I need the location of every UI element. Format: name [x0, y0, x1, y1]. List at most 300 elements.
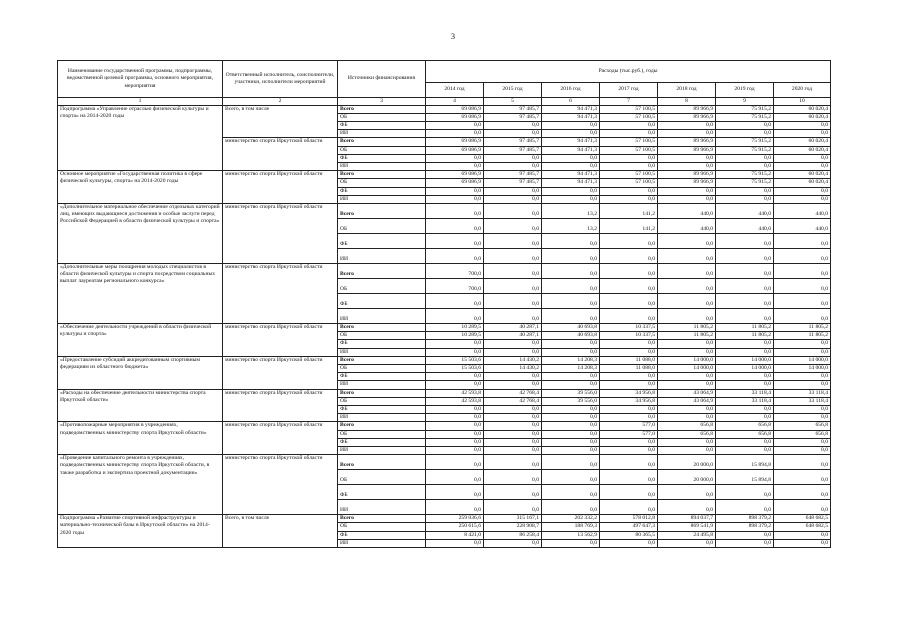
amount-cell: 80 365,5: [600, 531, 658, 539]
amount-cell: 15 894,8: [716, 470, 774, 485]
amount-cell: 60 020,4: [774, 171, 831, 179]
amount-cell: 0,0: [658, 195, 716, 203]
funding-source: ОБ: [338, 278, 426, 293]
amount-cell: 11 805,2: [716, 323, 774, 331]
amount-cell: 440,0: [658, 203, 716, 218]
amount-cell: 0,0: [658, 485, 716, 500]
amount-cell: 0,0: [716, 263, 774, 278]
amount-cell: 40 693,8: [542, 323, 600, 331]
header-year: 2017 год: [600, 83, 658, 98]
amount-cell: 97 485,7: [484, 113, 542, 121]
amount-cell: 94 471,3: [542, 138, 600, 146]
amount-cell: 94 471,3: [542, 171, 600, 179]
amount-cell: 69 086,9: [426, 146, 484, 154]
funding-source: ИИ: [338, 248, 426, 263]
responsible-executor: министерство спорта Иркутской области: [223, 389, 338, 422]
amount-cell: 0,0: [484, 340, 542, 348]
amount-cell: 0,0: [542, 187, 600, 195]
funding-source: ОБ: [338, 470, 426, 485]
amount-cell: 75 915,2: [716, 179, 774, 187]
amount-cell: 33 118,4: [716, 389, 774, 397]
amount-cell: 188 769,3: [542, 523, 600, 531]
table-row: [58, 203, 831, 218]
amount-cell: 0,0: [542, 130, 600, 138]
responsible-executor: министерство спорта Иркутской области: [223, 171, 338, 204]
amount-cell: 69 086,9: [426, 179, 484, 187]
amount-cell: 0,0: [600, 263, 658, 278]
amount-cell: 0,0: [716, 187, 774, 195]
amount-cell: 0,0: [774, 154, 831, 162]
table-row: [58, 323, 831, 331]
amount-cell: 97 485,7: [484, 179, 542, 187]
funding-source: ФБ: [338, 187, 426, 195]
amount-cell: 0,0: [426, 348, 484, 356]
funding-source: ФБ: [338, 531, 426, 539]
amount-cell: 656,8: [716, 430, 774, 438]
amount-cell: 0,0: [426, 308, 484, 323]
funding-source: Всего: [338, 515, 426, 523]
amount-cell: 14 208,3: [542, 356, 600, 364]
amount-cell: 0,0: [774, 438, 831, 446]
amount-cell: 0,0: [774, 470, 831, 485]
amount-cell: 0,0: [600, 154, 658, 162]
amount-cell: 0,0: [600, 340, 658, 348]
amount-cell: 39 556,0: [542, 397, 600, 405]
amount-cell: 57 100,5: [600, 146, 658, 154]
amount-cell: 89 966,9: [658, 146, 716, 154]
responsible-executor: министерство спорта Иркутской области: [223, 263, 338, 323]
amount-cell: 0,0: [600, 233, 658, 248]
amount-cell: 0,0: [542, 422, 600, 430]
amount-cell: 0,0: [542, 539, 600, 547]
amount-cell: 11 088,0: [600, 356, 658, 364]
amount-cell: 0,0: [600, 195, 658, 203]
funding-source: ФБ: [338, 438, 426, 446]
funding-source: ОБ: [338, 430, 426, 438]
amount-cell: 0,0: [716, 414, 774, 422]
amount-cell: 0,0: [542, 278, 600, 293]
amount-cell: 14 000,0: [716, 356, 774, 364]
responsible-executor: министерство спорта Иркутской области: [223, 356, 338, 389]
funding-source: ОБ: [338, 397, 426, 405]
amount-cell: 0,0: [484, 293, 542, 308]
amount-cell: 0,0: [774, 263, 831, 278]
column-index: 10: [774, 98, 831, 106]
amount-cell: 75 915,2: [716, 113, 774, 121]
amount-cell: 0,0: [484, 539, 542, 547]
amount-cell: 0,0: [716, 121, 774, 129]
amount-cell: 0,0: [774, 500, 831, 515]
amount-cell: 14 000,0: [774, 356, 831, 364]
funding-source: ИИ: [338, 500, 426, 515]
amount-cell: 0,0: [658, 162, 716, 170]
amount-cell: 33 118,4: [716, 397, 774, 405]
amount-cell: 0,0: [774, 162, 831, 170]
funding-source: ФБ: [338, 154, 426, 162]
amount-cell: 69 086,9: [426, 113, 484, 121]
amount-cell: 0,0: [600, 438, 658, 446]
amount-cell: 0,0: [716, 154, 774, 162]
amount-cell: 141,2: [600, 218, 658, 233]
amount-cell: 0,0: [774, 381, 831, 389]
amount-cell: 14 000,0: [658, 364, 716, 372]
amount-cell: 440,0: [716, 203, 774, 218]
responsible-executor: Всего, в том числе: [223, 515, 338, 548]
amount-cell: 259 036,6: [426, 515, 484, 523]
funding-source: Всего: [338, 422, 426, 430]
amount-cell: 0,0: [600, 130, 658, 138]
amount-cell: 57 100,5: [600, 171, 658, 179]
amount-cell: 0,0: [716, 373, 774, 381]
header-responsible: Ответственный исполнитель, соисполнители, участники, исполнители мероприятий: [223, 61, 338, 98]
amount-cell: 0,0: [658, 121, 716, 129]
funding-source: ФБ: [338, 233, 426, 248]
item-name: «Дополнительное материальное обеспечение отдельных категорий лиц, имеющих выдающиеся достижения и особые заслуги перед Российской Федерацией в области физической культуры и спорта»: [58, 203, 223, 263]
amount-cell: 0,0: [716, 195, 774, 203]
amount-cell: 577,0: [600, 422, 658, 430]
amount-cell: 0,0: [774, 373, 831, 381]
item-name: «Расходы на обеспечение деятельности министерства спорта Иркутской области»: [58, 389, 223, 422]
amount-cell: 0,0: [484, 121, 542, 129]
amount-cell: 13,2: [542, 203, 600, 218]
amount-cell: 0,0: [426, 405, 484, 413]
amount-cell: 0,0: [484, 500, 542, 515]
amount-cell: 0,0: [484, 422, 542, 430]
amount-cell: 0,0: [600, 539, 658, 547]
amount-cell: 0,0: [542, 248, 600, 263]
funding-source: ИИ: [338, 195, 426, 203]
amount-cell: 0,0: [426, 293, 484, 308]
amount-cell: 34 956,8: [600, 389, 658, 397]
amount-cell: 15 894,8: [716, 455, 774, 470]
amount-cell: 0,0: [600, 293, 658, 308]
amount-cell: 89 966,9: [658, 138, 716, 146]
amount-cell: 40 693,8: [542, 332, 600, 340]
amount-cell: 0,0: [426, 430, 484, 438]
amount-cell: 33 118,4: [774, 397, 831, 405]
amount-cell: 0,0: [658, 500, 716, 515]
amount-cell: 0,0: [658, 405, 716, 413]
amount-cell: 0,0: [484, 130, 542, 138]
amount-cell: 0,0: [484, 446, 542, 454]
amount-cell: 13 562,9: [542, 531, 600, 539]
amount-cell: 0,0: [774, 308, 831, 323]
amount-cell: 0,0: [600, 500, 658, 515]
header-year: 2015 год: [484, 83, 542, 98]
amount-cell: 0,0: [542, 162, 600, 170]
budget-table: [57, 60, 831, 548]
amount-cell: 0,0: [484, 405, 542, 413]
funding-source: ИИ: [338, 308, 426, 323]
funding-source: ИИ: [338, 539, 426, 547]
table-row: [58, 356, 831, 364]
header-year: 2020 год: [774, 83, 831, 98]
amount-cell: 656,8: [774, 430, 831, 438]
amount-cell: 0,0: [426, 130, 484, 138]
amount-cell: 250 615,6: [426, 523, 484, 531]
amount-cell: 578 012,8: [600, 515, 658, 523]
amount-cell: 315 167,1: [484, 515, 542, 523]
table-row: [58, 171, 831, 179]
amount-cell: 0,0: [484, 348, 542, 356]
amount-cell: 39 556,0: [542, 389, 600, 397]
amount-cell: 0,0: [774, 485, 831, 500]
amount-cell: 57 100,5: [600, 105, 658, 113]
amount-cell: 42 768,4: [484, 389, 542, 397]
amount-cell: 440,0: [774, 218, 831, 233]
amount-cell: 89 966,9: [658, 179, 716, 187]
amount-cell: 0,0: [426, 485, 484, 500]
amount-cell: 97 485,7: [484, 146, 542, 154]
amount-cell: 0,0: [484, 203, 542, 218]
amount-cell: 0,0: [600, 470, 658, 485]
amount-cell: 42 593,8: [426, 389, 484, 397]
amount-cell: 11 805,2: [716, 332, 774, 340]
funding-source: ФБ: [338, 405, 426, 413]
amount-cell: 0,0: [774, 130, 831, 138]
amount-cell: 0,0: [716, 531, 774, 539]
amount-cell: 0,0: [600, 405, 658, 413]
amount-cell: 0,0: [542, 233, 600, 248]
responsible-executor: министерство спорта Иркутской области: [223, 323, 338, 356]
amount-cell: 577,0: [600, 430, 658, 438]
funding-source: ОБ: [338, 364, 426, 372]
amount-cell: 0,0: [716, 405, 774, 413]
amount-cell: 656,8: [716, 422, 774, 430]
amount-cell: 60 020,4: [774, 146, 831, 154]
amount-cell: 0,0: [716, 293, 774, 308]
funding-source: ФБ: [338, 373, 426, 381]
funding-source: Всего: [338, 263, 426, 278]
funding-source: Всего: [338, 203, 426, 218]
amount-cell: 0,0: [716, 340, 774, 348]
amount-cell: 0,0: [542, 195, 600, 203]
amount-cell: 11 805,2: [658, 332, 716, 340]
amount-cell: 0,0: [716, 539, 774, 547]
amount-cell: 0,0: [774, 195, 831, 203]
funding-source: ОБ: [338, 146, 426, 154]
column-index: 3: [338, 98, 426, 106]
amount-cell: 75 915,2: [716, 171, 774, 179]
amount-cell: 0,0: [658, 438, 716, 446]
funding-source: Всего: [338, 138, 426, 146]
funding-source: ИИ: [338, 130, 426, 138]
amount-cell: 0,0: [542, 500, 600, 515]
funding-source: ИИ: [338, 162, 426, 170]
funding-source: Всего: [338, 455, 426, 470]
header-year: 2018 год: [658, 83, 716, 98]
amount-cell: 0,0: [484, 455, 542, 470]
amount-cell: 0,0: [484, 438, 542, 446]
amount-cell: 0,0: [600, 308, 658, 323]
amount-cell: 0,0: [716, 130, 774, 138]
amount-cell: 497 647,3: [600, 523, 658, 531]
amount-cell: 0,0: [426, 233, 484, 248]
amount-cell: 0,0: [426, 248, 484, 263]
responsible-executor: министерство спорта Иркутской области: [223, 138, 338, 171]
table-row: [58, 105, 831, 113]
amount-cell: 57 100,5: [600, 179, 658, 187]
amount-cell: 0,0: [774, 233, 831, 248]
amount-cell: 0,0: [426, 422, 484, 430]
column-index: 6: [542, 98, 600, 106]
header-source: Источники финансирования: [338, 61, 426, 98]
funding-source: ИИ: [338, 348, 426, 356]
amount-cell: 0,0: [600, 414, 658, 422]
amount-cell: 0,0: [542, 121, 600, 129]
amount-cell: 0,0: [774, 248, 831, 263]
amount-cell: 60 020,4: [774, 105, 831, 113]
amount-cell: 0,0: [484, 373, 542, 381]
amount-cell: 0,0: [716, 308, 774, 323]
amount-cell: 700,0: [426, 278, 484, 293]
amount-cell: 440,0: [774, 203, 831, 218]
amount-cell: 0,0: [600, 121, 658, 129]
amount-cell: 0,0: [426, 340, 484, 348]
amount-cell: 57 100,5: [600, 113, 658, 121]
amount-cell: 69 086,9: [426, 171, 484, 179]
amount-cell: 0,0: [658, 293, 716, 308]
table-row: [58, 515, 831, 523]
funding-source: ФБ: [338, 293, 426, 308]
amount-cell: 0,0: [484, 233, 542, 248]
amount-cell: 11 088,0: [600, 364, 658, 372]
amount-cell: 0,0: [774, 187, 831, 195]
amount-cell: 0,0: [600, 162, 658, 170]
amount-cell: 202 332,2: [542, 515, 600, 523]
amount-cell: 0,0: [774, 293, 831, 308]
amount-cell: 0,0: [426, 162, 484, 170]
amount-cell: 0,0: [426, 154, 484, 162]
amount-cell: 0,0: [426, 187, 484, 195]
amount-cell: 0,0: [426, 455, 484, 470]
amount-cell: 0,0: [658, 308, 716, 323]
table-row: [58, 263, 831, 278]
amount-cell: 8 421,0: [426, 531, 484, 539]
funding-source: ИИ: [338, 446, 426, 454]
funding-source: ФБ: [338, 121, 426, 129]
amount-cell: 0,0: [426, 446, 484, 454]
amount-cell: 0,0: [484, 195, 542, 203]
amount-cell: 0,0: [542, 405, 600, 413]
amount-cell: 57 100,5: [600, 138, 658, 146]
amount-cell: 0,0: [484, 430, 542, 438]
amount-cell: 0,0: [542, 293, 600, 308]
amount-cell: 0,0: [426, 381, 484, 389]
funding-source: ОБ: [338, 113, 426, 121]
amount-cell: 0,0: [484, 470, 542, 485]
amount-cell: 11 805,2: [658, 323, 716, 331]
amount-cell: 0,0: [484, 162, 542, 170]
column-index: 5: [484, 98, 542, 106]
amount-cell: 0,0: [426, 414, 484, 422]
column-index: 9: [716, 98, 774, 106]
amount-cell: 75 915,2: [716, 138, 774, 146]
amount-cell: 0,0: [484, 187, 542, 195]
amount-cell: 89 966,9: [658, 105, 716, 113]
item-name: Подпрограмма «Развитие спортивной инфраструктуры и материально-технической базы в Иркутской области» на 2014-2020 годы: [58, 515, 223, 548]
header-name: Наименование государственной программы, подпрограммы, ведомственной целевой программы, основного мероприятия, мероприятия: [58, 61, 223, 98]
responsible-executor: министерство спорта Иркутской области: [223, 422, 338, 455]
amount-cell: 0,0: [774, 446, 831, 454]
amount-cell: 0,0: [484, 278, 542, 293]
funding-source: ОБ: [338, 332, 426, 340]
amount-cell: 0,0: [658, 446, 716, 454]
amount-cell: 0,0: [774, 531, 831, 539]
amount-cell: 0,0: [484, 485, 542, 500]
amount-cell: 10 337,5: [600, 332, 658, 340]
amount-cell: 14 000,0: [658, 356, 716, 364]
amount-cell: 0,0: [716, 446, 774, 454]
amount-cell: 0,0: [600, 248, 658, 263]
funding-source: ОБ: [338, 218, 426, 233]
amount-cell: 10 289,5: [426, 332, 484, 340]
amount-cell: 0,0: [716, 500, 774, 515]
amount-cell: 60 020,4: [774, 113, 831, 121]
amount-cell: 0,0: [774, 455, 831, 470]
amount-cell: 0,0: [484, 248, 542, 263]
amount-cell: 0,0: [542, 381, 600, 389]
page-number: 3: [451, 32, 455, 41]
funding-source: Всего: [338, 323, 426, 331]
amount-cell: 0,0: [774, 405, 831, 413]
amount-cell: 0,0: [426, 539, 484, 547]
amount-cell: 0,0: [600, 381, 658, 389]
amount-cell: 0,0: [484, 308, 542, 323]
amount-cell: 75 915,2: [716, 146, 774, 154]
amount-cell: 656,8: [774, 422, 831, 430]
amount-cell: 0,0: [542, 438, 600, 446]
amount-cell: 0,0: [716, 278, 774, 293]
amount-cell: 0,0: [658, 248, 716, 263]
amount-cell: 0,0: [426, 438, 484, 446]
amount-cell: 0,0: [658, 233, 716, 248]
amount-cell: 86 258,4: [484, 531, 542, 539]
amount-cell: 10 337,5: [600, 323, 658, 331]
amount-cell: 97 485,7: [484, 171, 542, 179]
amount-cell: 0,0: [542, 414, 600, 422]
amount-cell: 0,0: [658, 278, 716, 293]
amount-cell: 0,0: [716, 348, 774, 356]
amount-cell: 0,0: [484, 414, 542, 422]
amount-cell: 14 000,0: [716, 364, 774, 372]
item-name: «Предоставление субсидий аккредитованным спортивным федерациям из областного бюджета»: [58, 356, 223, 389]
amount-cell: 0,0: [426, 218, 484, 233]
header-year: 2016 год: [542, 83, 600, 98]
amount-cell: 0,0: [716, 381, 774, 389]
amount-cell: 0,0: [658, 348, 716, 356]
amount-cell: 24 495,8: [658, 531, 716, 539]
table-row: [58, 389, 831, 397]
amount-cell: 0,0: [658, 539, 716, 547]
amount-cell: 14 430,2: [484, 364, 542, 372]
amount-cell: 60 020,4: [774, 138, 831, 146]
amount-cell: 0,0: [658, 263, 716, 278]
amount-cell: 0,0: [716, 438, 774, 446]
amount-cell: 94 471,3: [542, 179, 600, 187]
amount-cell: 0,0: [542, 470, 600, 485]
amount-cell: 0,0: [658, 381, 716, 389]
amount-cell: 0,0: [716, 248, 774, 263]
amount-cell: 20 000,0: [658, 455, 716, 470]
column-index: 7: [600, 98, 658, 106]
amount-cell: 20 000,0: [658, 470, 716, 485]
amount-cell: 13,2: [542, 218, 600, 233]
amount-cell: 0,0: [600, 485, 658, 500]
funding-source: ФБ: [338, 340, 426, 348]
amount-cell: 14 000,0: [774, 364, 831, 372]
amount-cell: 656,8: [658, 430, 716, 438]
